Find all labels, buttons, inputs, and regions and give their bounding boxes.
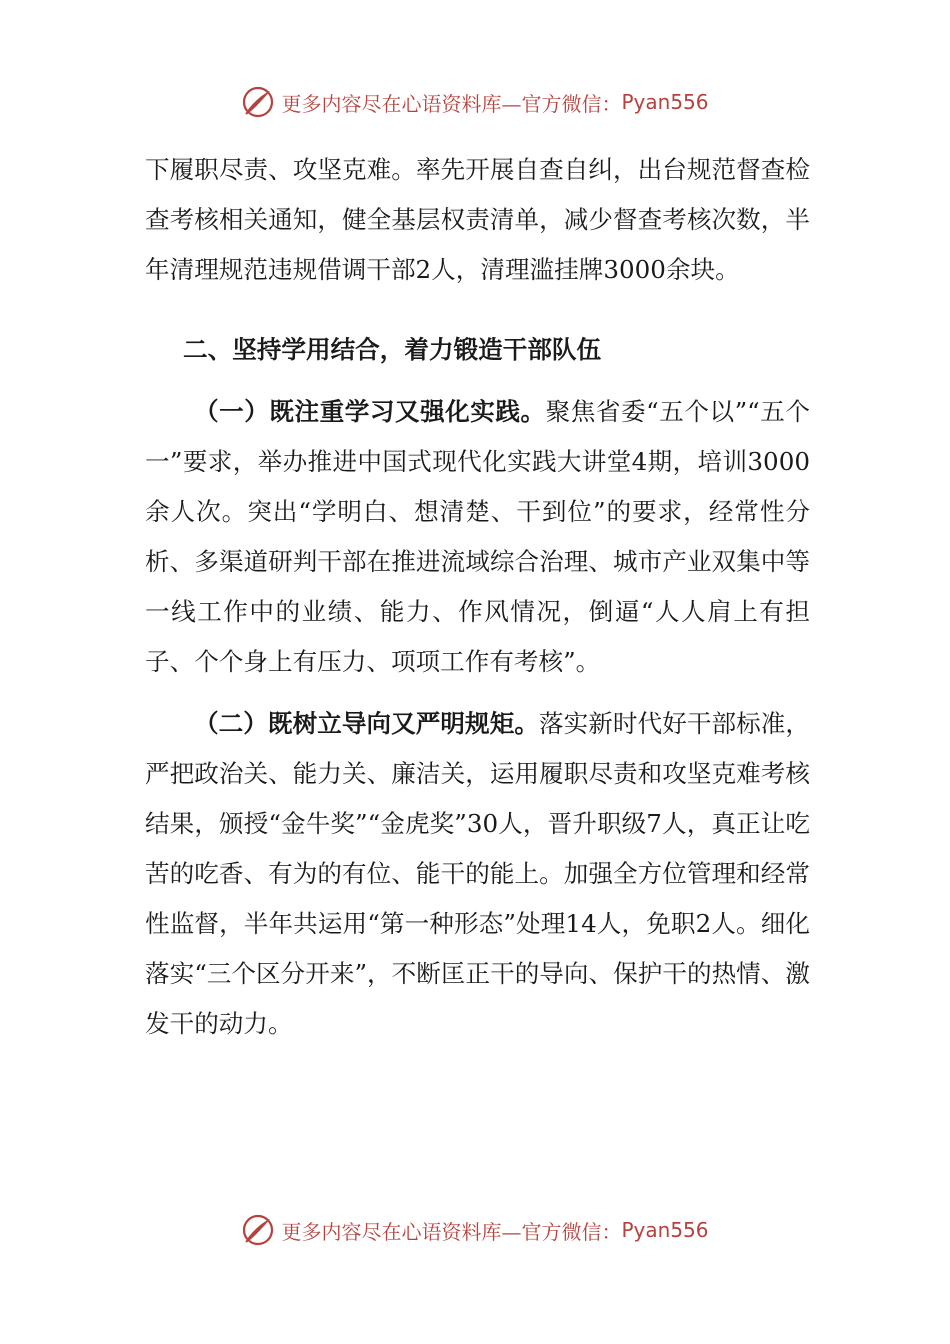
watermark-wechat-id: Pyan556 — [621, 1218, 709, 1242]
subsection-1-title: （一）既注重学习又强化实践。 — [194, 397, 546, 426]
watermark-header — [0, 82, 950, 122]
watermark-wechat-id: Pyan556 — [621, 90, 709, 114]
paragraph-continued: 下履职尽责、攻坚克难。率先开展自查自纠，出台规范督查检查考核相关通知，健全基层权责清单，减少督查考核次数，半年清理规范违规借调干部2人，清理滥挂牌3000余块。 — [145, 155, 810, 284]
paragraph-subsection-1 — [145, 387, 810, 687]
subsection-2-title: （二）既树立导向又严明规矩。 — [194, 709, 539, 738]
subsection-2-text: 落实新时代好干部标准，严把政治关、能力关、廉洁关，运用履职尽责和攻坚克难考核结果，颁授“金牛奖”“金虎奖”30人，晋升职级7人，真正让吃苦的吃香、有为的有位、能干的能上。加强全方位管理和经常性监督，半年共运用“第一种形态”处理14人，免职2人。细化落实“三个区分开来”，不断匡正干的导向、保护干的热情、激发干的动力。 — [145, 709, 810, 1038]
watermark-footer — [0, 1210, 950, 1250]
quill-logo-icon — [241, 85, 275, 119]
watermark-text: 更多内容尽在心语资料库—官方微信： — [281, 1219, 622, 1244]
quill-logo-icon — [241, 1213, 275, 1247]
paragraph-subsection-2 — [145, 699, 810, 1049]
document-body — [145, 145, 810, 1049]
watermark-text: 更多内容尽在心语资料库—官方微信： — [281, 91, 622, 116]
section-heading: 二、坚持学用结合，着力锻造干部队伍 — [183, 335, 602, 364]
subsection-1-text: 聚焦省委“五个以”“五个一”要求，举办推进中国式现代化实践大讲堂4期，培训3000余人次。突出“学明白、想清楚、干到位”的要求，经常性分析、多渠道研判干部在推进流域综合治理、城市产业双集中等一线工作中的业绩、能力、作风情况，倒逼“人人肩上有担子、个个身上有压力、项项工作有考核”。 — [145, 397, 810, 676]
